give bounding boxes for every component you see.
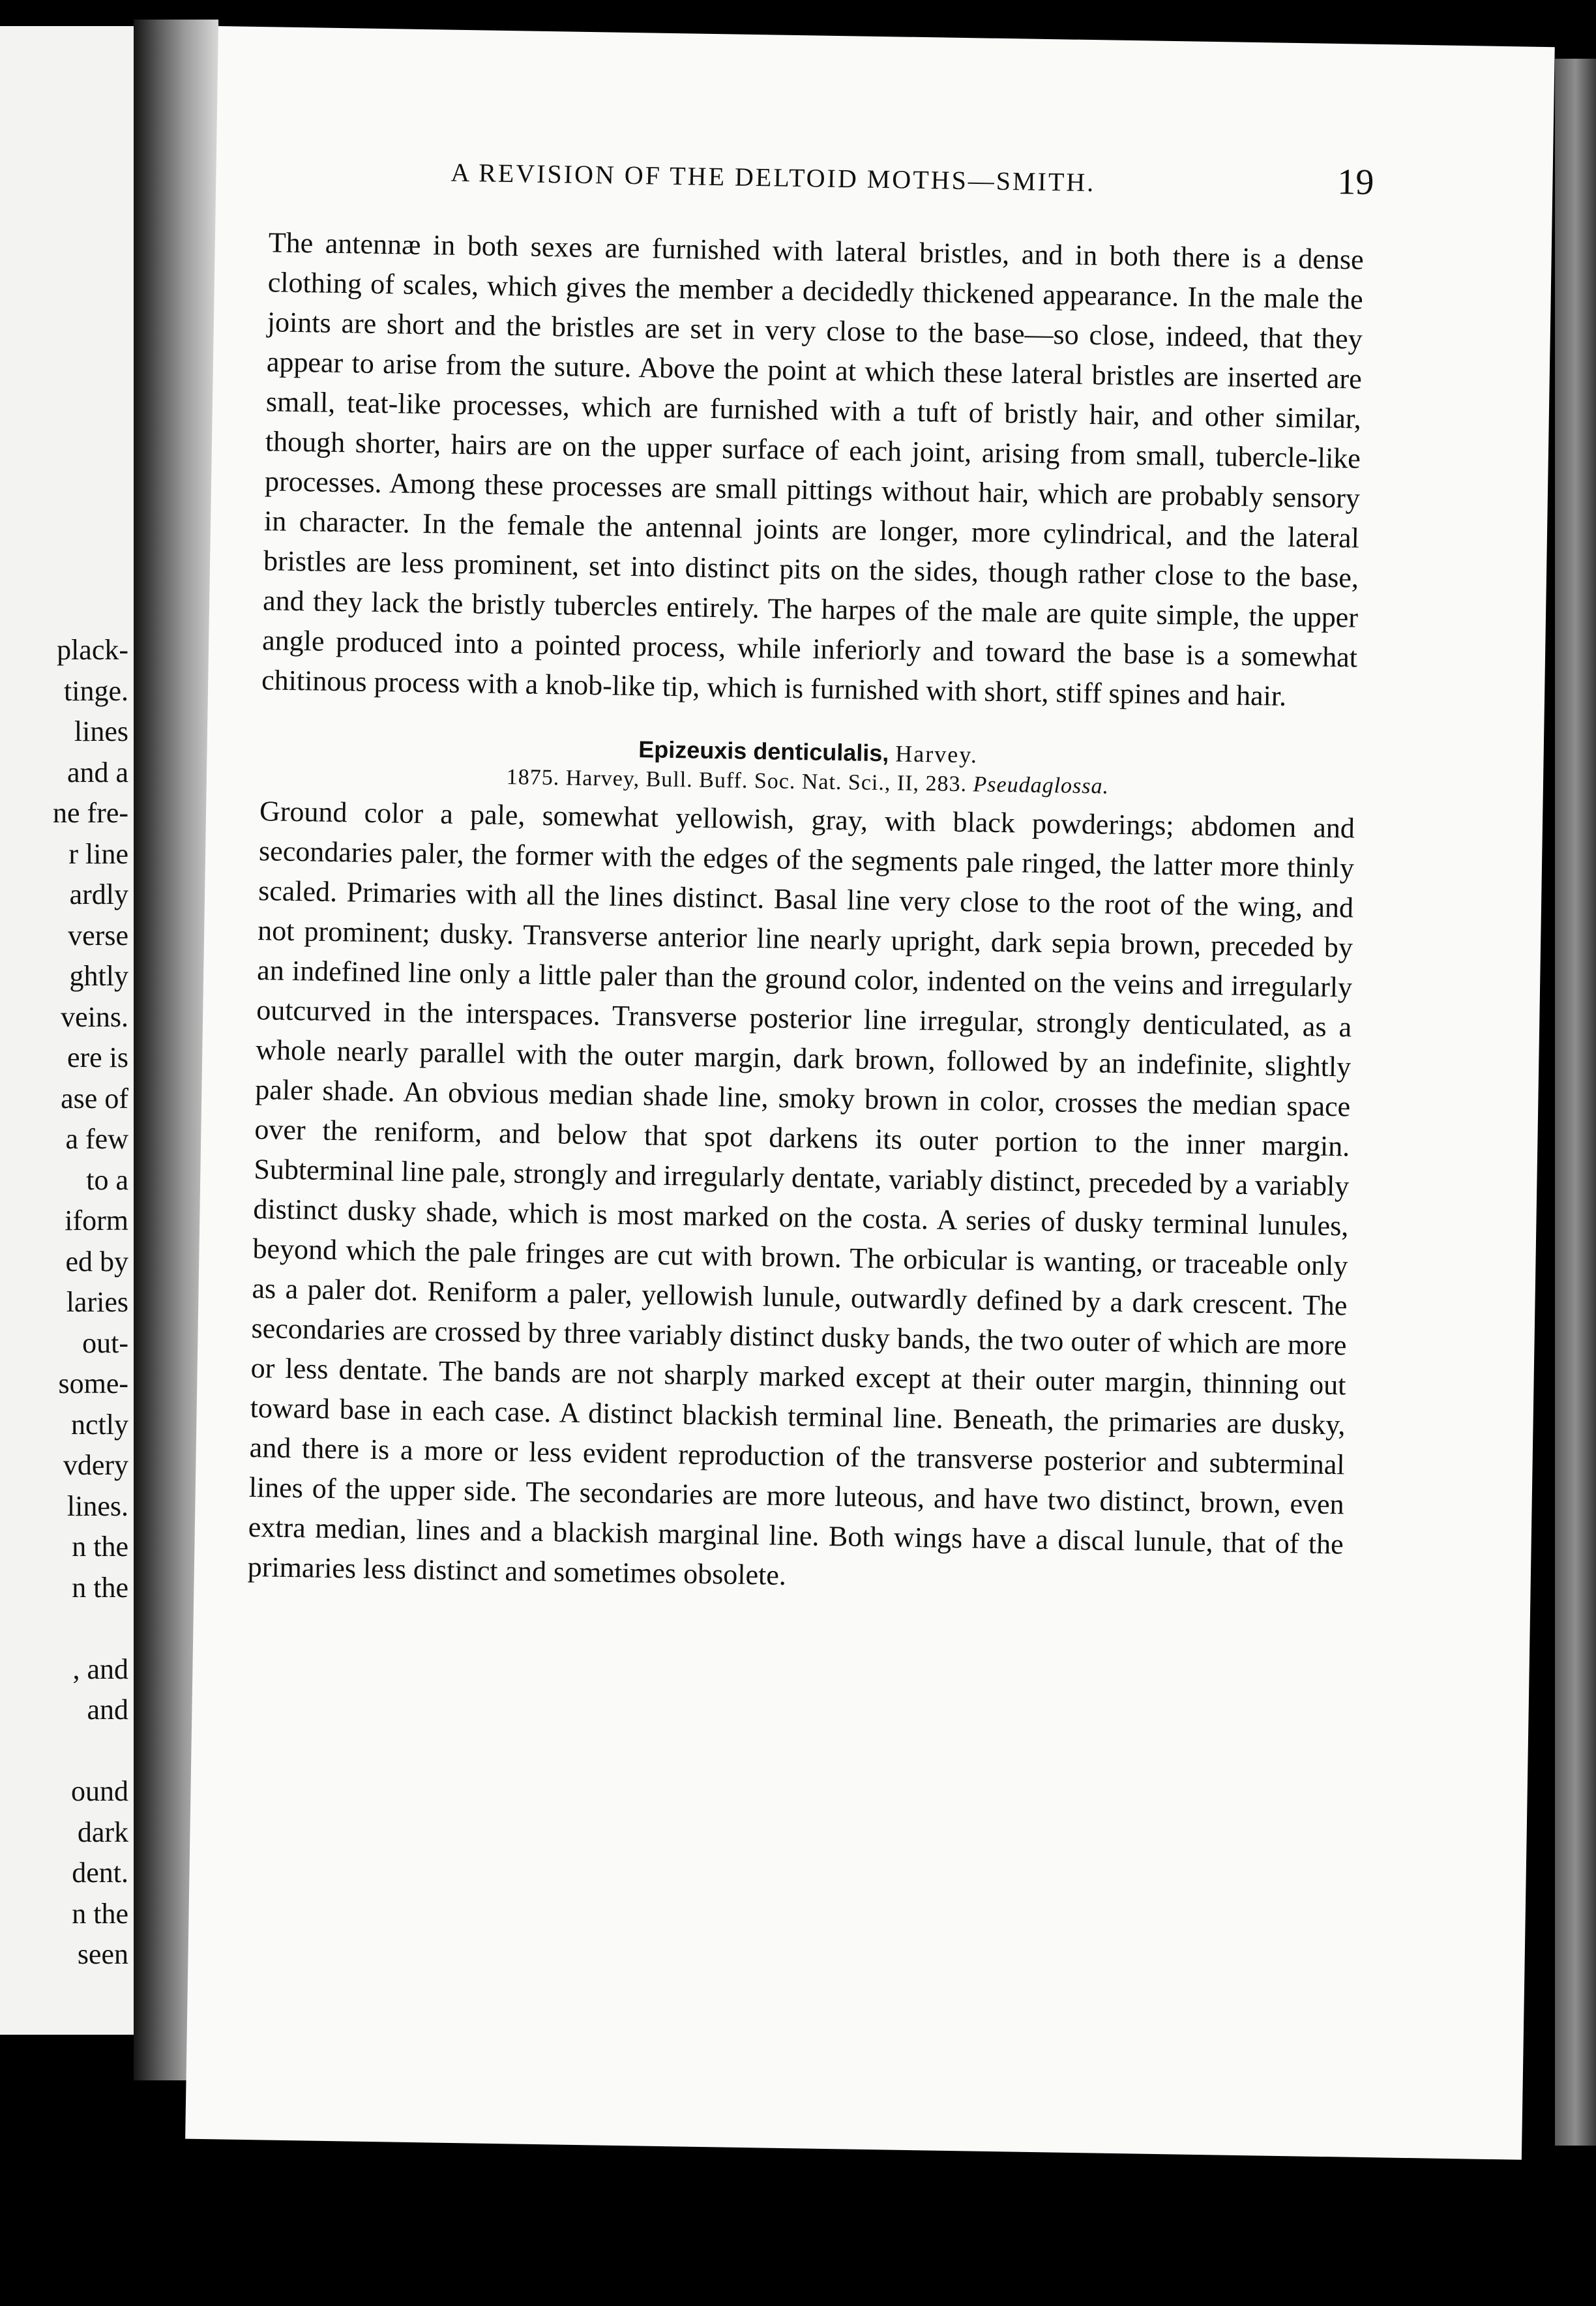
facing-page-line: vdery <box>63 1449 128 1481</box>
species-author: Harvey. <box>895 740 979 768</box>
facing-page-line: lines <box>74 715 128 747</box>
facing-page-line: ed by <box>65 1245 128 1278</box>
facing-page-line: and a <box>66 756 128 788</box>
page-number: 19 <box>1337 161 1374 203</box>
facing-page-line: n the <box>72 1897 128 1930</box>
facing-page-line: ere is <box>66 1041 128 1073</box>
antennae-paragraph: The antennæ in both sexes are furnished with lateral bristles, and in both there is a dense clothing of scales, which gives the member a decidedly thickened appearance. In the male the joints are short and the bristles are set in very close to the base—so close, indeed, that they appear to arise from the suture. Above the point at which these lateral bristles are inserted are small, teat-like processes, which are furnished with a tuft of bristly hair, and other similar, though shorter, hairs are on the upper surface of each joint, arising from small, tubercle-like processes. Among these processes are small pittings without hair, which are probably sensory in character. In the female the antennal joints are longer, more cylindrical, and the lateral bristles are less prominent, set into distinct pits on the sides, though rather close to the base, and they lack the bristly tubercles entirely. The harpes of the male are quite simple, the upper angle produced into a pointed process, while inferiorly and toward the base is a somewhat chitinous process with a knob-like tip, which is furnished with short, stiff spines and hair. <box>261 226 1364 712</box>
facing-page-line: nctly <box>71 1408 128 1441</box>
facing-page-line: iform <box>65 1205 128 1236</box>
facing-page-line: ghtly <box>69 960 128 992</box>
facing-page-line: laries <box>66 1286 128 1318</box>
facing-page-line: lines. <box>66 1490 128 1522</box>
facing-page-line: r line <box>68 837 128 870</box>
facing-page-line: plack- <box>57 634 128 666</box>
species-name: Epizeuxis denticulalis, <box>638 736 889 767</box>
facing-page-line: veins. <box>61 1000 128 1033</box>
facing-page-line: tinge. <box>64 674 128 707</box>
facing-page-line: ase of <box>61 1082 128 1115</box>
facing-page-line: n the <box>72 1571 128 1604</box>
page-body <box>247 222 1364 1604</box>
facing-page-line: ound <box>71 1775 128 1807</box>
facing-page-line: and <box>87 1694 128 1726</box>
facing-page-fragment <box>0 26 134 2035</box>
facing-page-line: dent. <box>72 1857 128 1889</box>
citation-genus: Pseudaglossa. <box>973 772 1110 799</box>
description-paragraph: Ground color a pale, somewhat yellowish, gray, with black powderings; abdomen and secondaries paler, the former with the edges of the segments pale ringed, the latter more thinly scaled. Primaries with all the lines distinct. Basal line very close to the root of the wing, and not prominent; dusky. Transverse anterior line nearly upright, dark sepia brown, preceded by an indefined line only a little paler than the ground color, indented on the veins and irregularly outcurved in the interspaces. Transverse posterior line irregular, strongly denticulated, as a whole nearly parallel with the outer margin, dark brown, followed by an indefinite, slightly paler shade. An obvious median shade line, smoky brown in color, crosses the median space over the reniform, and below that spot darkens its outer portion to the inner margin. Subterminal line pale, strongly and irregularly dentate, variably distinct, preceded by a variably distinct dusky shade, which is most marked on the costa. A series of dusky terminal lunules, beyond which the pale fringes are cut with brown. The orbicular is wanting, or traceable only as a paler dot. Reniform a paler, yellowish lunule, outwardly defined by a dark crescent. The secondaries are crossed by three variably distinct dusky bands, the two outer of which are more or less dentate. The bands are not sharply marked except at their outer margin, thinning out toward base in each case. A distinct blackish terminal line. Beneath, the primaries are dusky, and there is a more or less evident reproduction of the transverse posterior and subterminal lines of the upper side. The secondaries are more luteous, and have two distinct, brown, even extra median, lines and a blackish marginal line. Both wings have a discal lunule, that of the primaries less distinct and sometimes obsolete. <box>247 795 1355 1591</box>
facing-page-line: ne fre- <box>52 797 128 829</box>
facing-page-line: some- <box>58 1368 128 1400</box>
facing-page-line: , and <box>72 1653 128 1685</box>
facing-page-line: n the <box>72 1531 128 1563</box>
page-edge <box>1555 59 1596 2146</box>
citation-text: 1875. Harvey, Bull. Buff. Soc. Nat. Sci., II, 283. <box>506 765 968 797</box>
facing-page-line: a few <box>65 1123 128 1155</box>
facing-page-line: to a <box>86 1163 128 1196</box>
facing-page-line: dark <box>77 1816 128 1848</box>
facing-page-line: seen <box>77 1938 128 1970</box>
facing-page-line: out- <box>82 1326 128 1359</box>
facing-page-line: verse <box>68 919 128 951</box>
book-page <box>185 26 1555 2160</box>
running-head: A REVISION OF THE DELTOID MOTHS—SMITH. <box>451 157 1096 198</box>
facing-page-line: ardly <box>69 878 128 910</box>
